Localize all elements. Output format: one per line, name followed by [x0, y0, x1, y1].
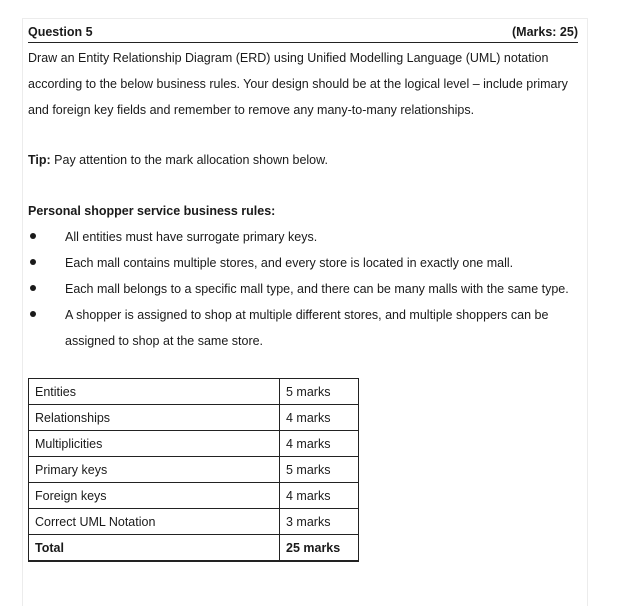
instructions-line: Draw an Entity Relationship Diagram (ERD) using Unified Modelling Language (UML) notation: [28, 51, 549, 65]
list-item: [28, 302, 588, 354]
rule-text: Each mall belongs to a specific mall type, and there can be many malls with the same type.: [65, 282, 569, 296]
instructions-line: according to the below business rules. Your design should be at the logical level – include primary: [28, 77, 568, 91]
marks-cell: 4 marks: [280, 405, 359, 431]
criterion-cell: Relationships: [29, 405, 280, 431]
table-row: [29, 457, 359, 483]
question-instructions: [28, 45, 568, 123]
question-header: [28, 25, 578, 43]
question-marks: (Marks: 25): [512, 25, 578, 39]
rule-text: A shopper is assigned to shop at multiple different stores, and multiple shoppers can be: [65, 308, 549, 322]
marks-cell: 5 marks: [280, 457, 359, 483]
marks-cell: 4 marks: [280, 483, 359, 509]
total-marks: 25 marks: [280, 535, 359, 562]
table-row: [29, 509, 359, 535]
rule-text: All entities must have surrogate primary keys.: [65, 230, 318, 244]
rule-text: assigned to shop at the same store.: [65, 334, 264, 348]
table-row: [29, 405, 359, 431]
list-item: [28, 224, 588, 250]
marks-cell: 3 marks: [280, 509, 359, 535]
total-label: Total: [29, 535, 280, 562]
total-row: [29, 535, 359, 562]
list-item: [28, 276, 588, 302]
instructions-line: and foreign key fields and remember to remove any many-to-many relationships.: [28, 103, 475, 117]
table-row: [29, 431, 359, 457]
bullet-icon: [30, 233, 36, 239]
criterion-cell: Multiplicities: [29, 431, 280, 457]
table-row: [29, 379, 359, 405]
tip-label: Tip:: [28, 153, 51, 167]
business-rules-list: [28, 224, 588, 354]
marks-cell: 5 marks: [280, 379, 359, 405]
tip-paragraph: [28, 147, 328, 173]
bullet-icon: [30, 311, 36, 317]
question-title: Question 5: [28, 25, 93, 39]
marks-cell: 4 marks: [280, 431, 359, 457]
table-row: [29, 483, 359, 509]
rule-text: Each mall contains multiple stores, and every store is located in exactly one mall.: [65, 256, 514, 270]
mark-allocation-table: [28, 378, 359, 562]
tip-text: Pay attention to the mark allocation shown below.: [50, 153, 328, 167]
criterion-cell: Foreign keys: [29, 483, 280, 509]
criterion-cell: Correct UML Notation: [29, 509, 280, 535]
list-item: [28, 250, 588, 276]
rules-heading: Personal shopper service business rules:: [28, 204, 276, 218]
bullet-icon: [30, 285, 36, 291]
bullet-icon: [30, 259, 36, 265]
criterion-cell: Entities: [29, 379, 280, 405]
criterion-cell: Primary keys: [29, 457, 280, 483]
